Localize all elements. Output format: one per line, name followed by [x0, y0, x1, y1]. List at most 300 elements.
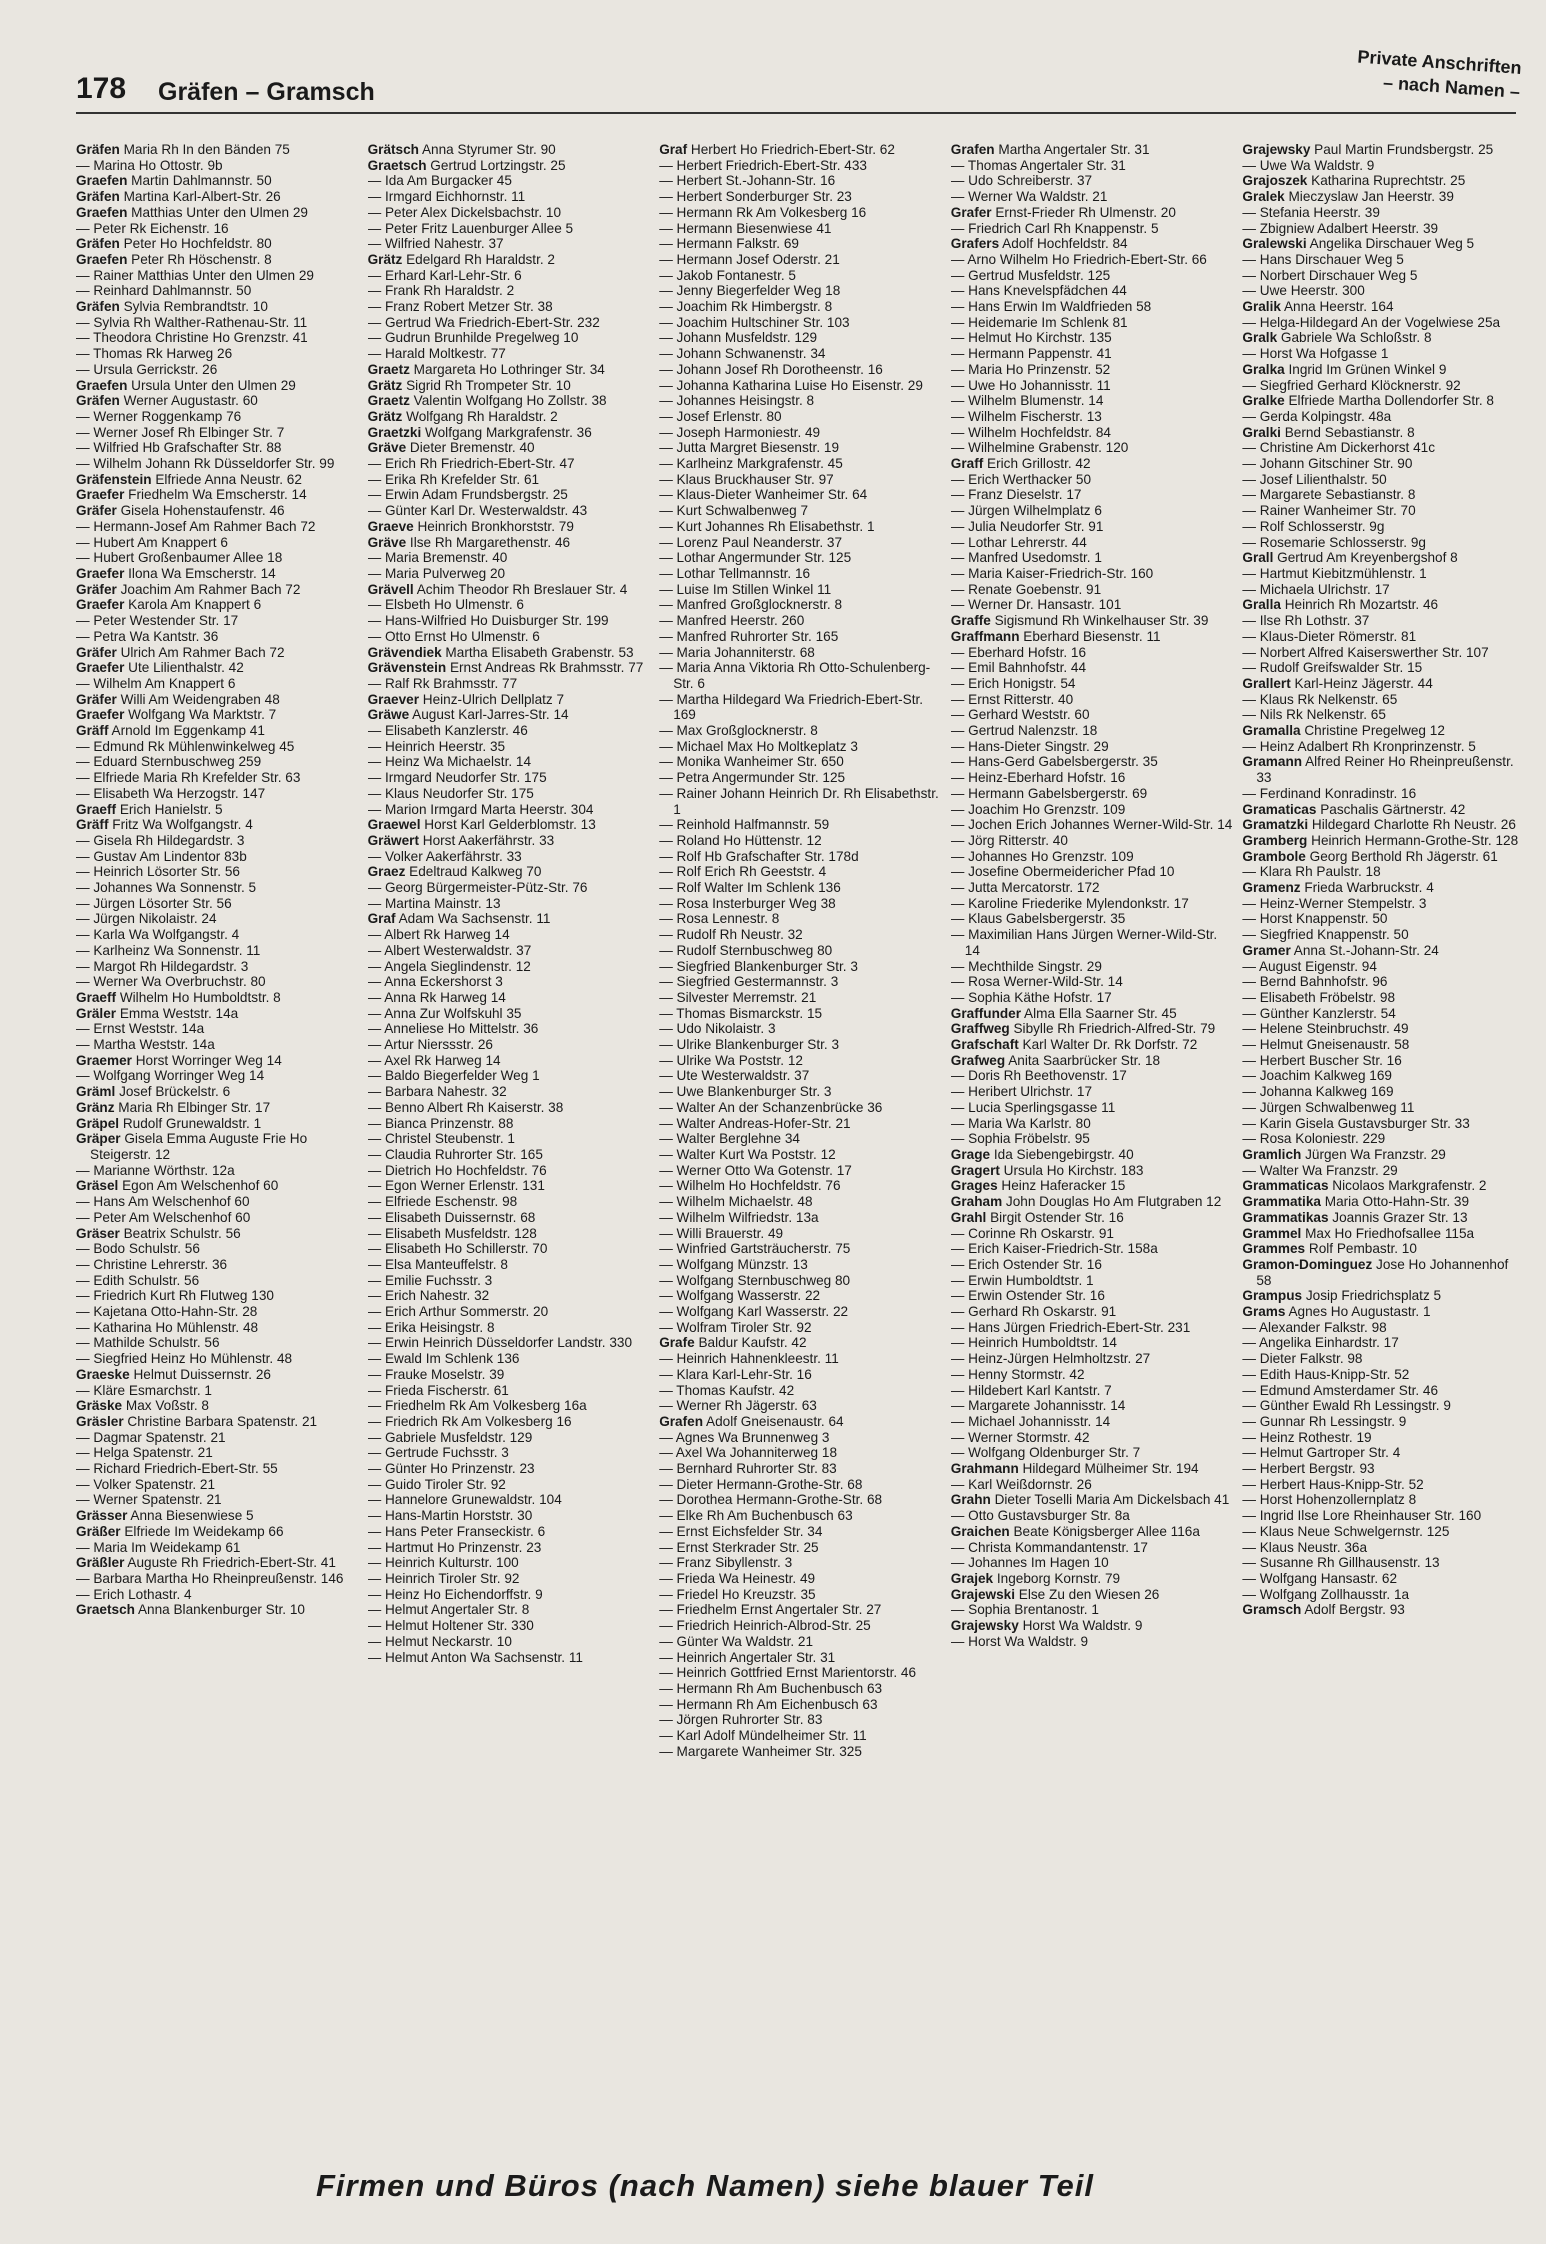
page-number: 178 [76, 72, 127, 105]
directory-entry: Grafweg Anita Saarbrücker Str. 18 [950, 1052, 1161, 1068]
directory-entry: — Zbigniew Adalbert Heerstr. 39 [1242, 220, 1439, 236]
directory-entry: — Jürgen Nikolaistr. 24 [76, 911, 217, 927]
directory-entry: — Franz Dieselstr. 17 [950, 487, 1082, 503]
directory-entry: — Günther Ewald Rh Lessingstr. 9 [1242, 1398, 1451, 1414]
directory-entry: Grafschaft Karl Walter Dr. Rk Dorfstr. 72 [950, 1037, 1198, 1053]
directory-entry: — Elisabeth Ho Schillerstr. 70 [367, 1241, 548, 1257]
directory-entry: — Jochen Erich Johannes Werner-Wild-Str. 14 [950, 817, 1233, 833]
directory-columns [76, 142, 1526, 2152]
directory-entry: — Erika Heisingstr. 8 [367, 1319, 495, 1335]
directory-entry: — Anna Eckershorst 3 [367, 974, 503, 990]
directory-entry: — Baldo Biegerfelder Weg 1 [367, 1068, 540, 1084]
directory-entry: — Wilhelm Johann Rk Düsseldorfer Str. 99 [76, 456, 335, 472]
directory-entry: — Maria Wa Karlstr. 80 [950, 1115, 1091, 1131]
directory-entry: — Elisabeth Musfeldstr. 128 [367, 1225, 537, 1241]
directory-entry: — Gertrude Fuchsstr. 3 [367, 1445, 509, 1461]
directory-entry: — Bernd Bahnhofstr. 96 [1242, 974, 1388, 990]
directory-entry: — Heinrich Heerstr. 35 [367, 738, 506, 754]
directory-entry: Grajewski Else Zu den Wiesen 26 [950, 1586, 1160, 1602]
directory-entry: — Hans-Gerd Gabelsbergerstr. 35 [950, 754, 1158, 770]
directory-entry: — Susanne Rh Gillhausenstr. 13 [1242, 1555, 1440, 1571]
directory-entry: — Gertrud Nalenzstr. 18 [950, 723, 1098, 739]
directory-entry: — Werner Wa Waldstr. 21 [950, 189, 1108, 205]
directory-entry: Gramberg Heinrich Hermann-Grothe-Str. 128 [1242, 832, 1519, 848]
directory-entry: — Walter An der Schanzenbrücke 36 [659, 1099, 883, 1115]
directory-entry: — Sophia Brentanostr. 1 [950, 1602, 1099, 1618]
directory-entry: — Josefine Obermeidericher Pfad 10 [950, 864, 1175, 880]
directory-entry: — Peter Am Welschenhof 60 [76, 1209, 251, 1225]
directory-entry: Grammatikas Joannis Grazer Str. 13 [1242, 1209, 1468, 1225]
directory-entry: — Gunnar Rh Lessingstr. 9 [1242, 1413, 1407, 1429]
directory-entry: — Siegfried Knappenstr. 50 [1242, 927, 1409, 943]
directory-entry: — Corinne Rh Oskarstr. 91 [950, 1225, 1114, 1241]
directory-entry: — Karin Gisela Gustavsburger Str. 33 [1242, 1115, 1470, 1131]
directory-entry: — Christine Lehrerstr. 36 [76, 1256, 228, 1272]
directory-entry: Gramon-Dominguez Jose Ho Johannenhof 58 [1242, 1256, 1509, 1288]
directory-entry: — Elisabeth Duissernstr. 68 [367, 1209, 536, 1225]
directory-entry: — Josef Erlenstr. 80 [659, 408, 782, 424]
directory-entry: — Martha Hildegard Wa Friedrich-Ebert-Str. 169 [659, 691, 924, 723]
directory-entry: Gralki Bernd Sebastianstr. 8 [1242, 424, 1415, 440]
directory-entry: Grafen Adolf Gneisenaustr. 64 [659, 1413, 844, 1429]
directory-entry: Gräfen Sylvia Rembrandtstr. 10 [76, 299, 268, 315]
directory-entry: — Karl Adolf Mündelheimer Str. 11 [659, 1728, 867, 1744]
directory-entry: — Thomas Kaufstr. 42 [659, 1382, 795, 1398]
directory-entry: — Erwin Humboldtstr. 1 [950, 1272, 1094, 1288]
directory-entry: — Rosa Werner-Wild-Str. 14 [950, 974, 1123, 990]
directory-entry: — Katharina Ho Mühlenstr. 48 [76, 1319, 259, 1335]
directory-entry: — Maria Pulverweg 20 [367, 565, 506, 581]
directory-entry: — Doris Rh Beethovenstr. 17 [950, 1068, 1127, 1084]
directory-entry: — Ernst Ritterstr. 40 [950, 691, 1074, 707]
directory-entry: — Richard Friedrich-Ebert-Str. 55 [76, 1461, 278, 1477]
directory-entry: Gräler Emma Weststr. 14a [76, 1005, 239, 1021]
directory-entry: Gramsch Adolf Bergstr. 93 [1242, 1602, 1405, 1618]
directory-entry: — Sylvia Rh Walther-Rathenau-Str. 11 [76, 314, 308, 330]
footer-note: Firmen und Büros (nach Namen) siehe blauer Teil [316, 2168, 1094, 2203]
directory-entry: — Klaus Bruckhauser Str. 97 [659, 471, 834, 487]
directory-entry: — Manfred Ruhrorter Str. 165 [659, 628, 839, 644]
directory-entry: Grässer Anna Biesenwiese 5 [76, 1508, 254, 1524]
directory-entry: — Mathilde Schulstr. 56 [76, 1335, 220, 1351]
directory-entry: — Heribert Ulrichstr. 17 [950, 1084, 1093, 1100]
directory-entry: Gräfen Werner Augustastr. 60 [76, 393, 258, 409]
directory-entry: Grammes Rolf Pembastr. 10 [1242, 1241, 1417, 1257]
directory-entry: — Heinz Rothestr. 19 [1242, 1429, 1372, 1445]
directory-entry: Grahl Birgit Ostender Str. 16 [950, 1209, 1124, 1225]
directory-entry: — Johannes Wa Sonnenstr. 5 [76, 880, 257, 896]
directory-entry: Grajoszek Katharina Ruprechtstr. 25 [1242, 173, 1466, 189]
directory-entry: Graff Erich Grillostr. 42 [950, 456, 1091, 472]
directory-entry: — Emilie Fuchsstr. 3 [367, 1272, 493, 1288]
directory-entry: — Petra Wa Kantstr. 36 [76, 628, 219, 644]
directory-entry: — Mechthilde Singstr. 29 [950, 958, 1102, 974]
directory-entry: — Heinrich Lösorter Str. 56 [76, 864, 240, 880]
directory-entry: Gralek Mieczyslaw Jan Heerstr. 39 [1242, 189, 1454, 205]
directory-entry: — Hermann Rk Am Volkesberg 16 [659, 204, 867, 220]
directory-entry: — Egon Werner Erlenstr. 131 [367, 1178, 545, 1194]
directory-entry: — Gabriele Musfeldstr. 129 [367, 1429, 533, 1445]
directory-entry: — Rosa Insterburger Weg 38 [659, 895, 836, 911]
directory-entry: — Friedrich Carl Rh Knappenstr. 5 [950, 220, 1159, 236]
directory-entry: — Helmut Angertaler Str. 8 [367, 1602, 530, 1618]
directory-entry: — Johanna Kalkweg 169 [1242, 1084, 1394, 1100]
directory-entry: Gränz Maria Rh Elbinger Str. 17 [76, 1099, 271, 1115]
directory-entry: Grafen Martha Angertaler Str. 31 [950, 142, 1150, 157]
directory-entry: — Ute Westerwaldstr. 37 [659, 1068, 810, 1084]
directory-entry: Grajewsky Horst Wa Waldstr. 9 [950, 1618, 1143, 1634]
directory-entry: Graefen Peter Rh Höschenstr. 8 [76, 251, 272, 267]
directory-entry: — Dieter Falkstr. 98 [1242, 1351, 1363, 1367]
directory-entry: — Horst Wa Waldstr. 9 [950, 1633, 1088, 1649]
directory-entry: — Hubert Großenbaumer Allee 18 [76, 550, 283, 566]
directory-entry: — Manfred Heerstr. 260 [659, 613, 805, 629]
directory-entry: Gramaticas Paschalis Gärtnerstr. 42 [1242, 801, 1466, 817]
directory-entry: — Rudolf Sternbuschweg 80 [659, 942, 833, 958]
directory-entry: Graefen Matthias Unter den Ulmen 29 [76, 204, 308, 220]
directory-entry: Gragert Ursula Ho Kirchstr. 183 [950, 1162, 1144, 1178]
directory-entry: — Rosemarie Schlosserstr. 9g [1242, 534, 1426, 550]
directory-entry: — Helga-Hildegard An der Vogelwiese 25a [1242, 314, 1501, 330]
directory-entry: — Gerhard Weststr. 60 [950, 707, 1090, 723]
directory-entry: — Artur Nierssstr. 26 [367, 1037, 493, 1053]
directory-entry: — Rainer Matthias Unter den Ulmen 29 [76, 267, 314, 283]
directory-entry: — Jörgen Ruhrorter Str. 83 [659, 1712, 823, 1728]
directory-entry: — Heinz-Eberhard Hofstr. 16 [950, 770, 1126, 786]
directory-entry: — Wilhelm Michaelstr. 48 [659, 1194, 813, 1210]
directory-entry: Gralke Elfriede Martha Dollendorfer Str. 8 [1242, 393, 1494, 409]
directory-entry: Gräwe August Karl-Jarres-Str. 14 [367, 707, 569, 723]
directory-entry: — Renate Goebenstr. 91 [950, 581, 1102, 597]
directory-entry: Gräfen Martina Karl-Albert-Str. 26 [76, 189, 281, 205]
directory-entry: — Elke Rh Am Buchenbusch 63 [659, 1508, 853, 1524]
directory-entry: Grävendiek Martha Elisabeth Grabenstr. 53 [367, 644, 634, 660]
directory-entry: — Volker Aakerfährstr. 33 [367, 848, 522, 864]
directory-entry: — Frieda Wa Heinestr. 49 [659, 1570, 816, 1586]
directory-entry: Graf Herbert Ho Friedrich-Ebert-Str. 62 [659, 142, 895, 157]
directory-entry: Gräve Ilse Rh Margarethenstr. 46 [367, 534, 571, 550]
directory-entry: — Christel Steubenstr. 1 [367, 1131, 515, 1147]
directory-entry: — Frank Rh Haraldstr. 2 [367, 283, 515, 299]
directory-entry: Gräser Beatrix Schulstr. 56 [76, 1225, 241, 1241]
directory-entry: — Martha Weststr. 14a [76, 1037, 215, 1053]
directory-entry: — Werner Stormstr. 42 [950, 1429, 1090, 1445]
directory-entry: — Hans-Martin Horststr. 30 [367, 1508, 533, 1524]
directory-entry: — Sophia Fröbelstr. 95 [950, 1131, 1090, 1147]
directory-entry: — Bodo Schulstr. 56 [76, 1241, 200, 1257]
directory-entry: Gramalla Christine Pregelweg 12 [1242, 723, 1445, 739]
directory-entry: Gräfen Peter Ho Hochfeldstr. 80 [76, 236, 272, 252]
directory-entry: — Peter Fritz Lauenburger Allee 5 [367, 220, 574, 236]
directory-entry: — Wolfgang Wasserstr. 22 [659, 1288, 821, 1304]
directory-entry: — Lothar Lehrerstr. 44 [950, 534, 1087, 550]
directory-entry: — Joachim Hultschiner Str. 103 [659, 314, 850, 330]
directory-entry: — Heinz-Werner Stempelstr. 3 [1242, 895, 1427, 911]
directory-entry: — Elsa Manteuffelstr. 8 [367, 1256, 508, 1272]
directory-entry: — Peter Alex Dickelsbachstr. 10 [367, 204, 562, 220]
directory-entry: — Rudolf Greifswalder Str. 15 [1242, 660, 1423, 676]
directory-entry: — Erich Honigstr. 54 [950, 675, 1076, 691]
directory-entry: — Agnes Wa Brunnenweg 3 [659, 1429, 830, 1445]
directory-entry: — Marion Irmgard Marta Heerstr. 304 [367, 801, 594, 817]
directory-entry: — Lothar Angermunder Str. 125 [659, 550, 852, 566]
directory-entry: — Karla Wa Wolfgangstr. 4 [76, 927, 240, 943]
directory-entry: — Martina Mainstr. 13 [367, 895, 501, 911]
directory-entry: Grambole Georg Berthold Rh Jägerstr. 61 [1242, 848, 1498, 864]
directory-entry: — Werner Wa Overbruchstr. 80 [76, 974, 266, 990]
directory-entry: — Kurt Johannes Rh Elisabethstr. 1 [659, 518, 875, 534]
directory-entry: Gräml Josef Brückelstr. 6 [76, 1084, 231, 1100]
directory-entry: Grajewsky Paul Martin Frundsbergstr. 25 [1242, 142, 1494, 157]
directory-entry: — Horst Wa Hofgasse 1 [1242, 346, 1389, 362]
directory-entry: — Albert Rk Harweg 14 [367, 927, 510, 943]
directory-entry: — Hildebert Karl Kantstr. 7 [950, 1382, 1112, 1398]
directory-entry: Graefen Ursula Unter den Ulmen 29 [76, 377, 296, 393]
directory-entry: Graeff Wilhelm Ho Humboldtstr. 8 [76, 989, 281, 1005]
directory-entry: — Monika Wanheimer Str. 650 [659, 754, 844, 770]
directory-entry: — Christine Am Dickerhorst 41c [1242, 440, 1436, 456]
directory-entry: Gralk Gabriele Wa Schloßstr. 8 [1242, 330, 1432, 346]
directory-entry: Gräfer Ulrich Am Rahmer Bach 72 [76, 644, 285, 660]
directory-entry: — Angela Sieglindenstr. 12 [367, 958, 531, 974]
directory-entry: Grafer Ernst-Frieder Rh Ulmenstr. 20 [950, 204, 1176, 220]
directory-entry: — Jutta Margret Biesenstr. 19 [659, 440, 840, 456]
directory-entry: Grammel Max Ho Friedhofsallee 115a [1242, 1225, 1475, 1241]
directory-entry: — August Eigenstr. 94 [1242, 958, 1377, 974]
directory-entry: — Jenny Biegerfelder Weg 18 [659, 283, 841, 299]
directory-entry: — Margarete Sebastianstr. 8 [1242, 487, 1416, 503]
directory-entry: Graeff Erich Hanielstr. 5 [76, 801, 223, 817]
directory-entry: — Heinrich Hahnenkleestr. 11 [659, 1351, 839, 1367]
directory-entry: — Klaus Gabelsbergerstr. 35 [950, 911, 1126, 927]
directory-entry: — Peter Westender Str. 17 [76, 613, 239, 629]
directory-entry: — Wolfgang Zollhausstr. 1a [1242, 1586, 1410, 1602]
directory-entry: Graetz Margareta Ho Lothringer Str. 34 [367, 361, 605, 377]
directory-entry: — Lorenz Paul Neanderstr. 37 [659, 534, 843, 550]
column-3 [659, 142, 943, 2152]
directory-entry: — Hans Am Welschenhof 60 [76, 1194, 250, 1210]
directory-entry: — Kajetana Otto-Hahn-Str. 28 [76, 1304, 258, 1320]
directory-entry: — Irmgard Neudorfer Str. 175 [367, 770, 547, 786]
directory-entry: Graewel Horst Karl Gelderblomstr. 13 [367, 817, 596, 833]
directory-entry: Graefer Wolfgang Wa Marktstr. 7 [76, 707, 277, 723]
directory-entry: — Joseph Harmoniestr. 49 [659, 424, 821, 440]
directory-entry: — Margot Rh Hildegardstr. 3 [76, 958, 249, 974]
directory-entry: — Ursula Gerrickstr. 26 [76, 361, 218, 377]
directory-entry: — Günter Wa Waldstr. 21 [659, 1633, 814, 1649]
directory-entry: — Jakob Fontanestr. 5 [659, 267, 796, 283]
directory-entry: — Helmut Gneisenaustr. 58 [1242, 1037, 1410, 1053]
directory-entry: — Werner Otto Wa Gotenstr. 17 [659, 1162, 852, 1178]
directory-entry: — Dieter Hermann-Grothe-Str. 68 [659, 1476, 863, 1492]
directory-entry: — Marianne Wörthstr. 12a [76, 1162, 235, 1178]
directory-entry: — Erich Lothastr. 4 [76, 1586, 192, 1602]
directory-entry: — Maximilian Hans Jürgen Werner-Wild-Str. 14 [950, 927, 1218, 958]
directory-entry: — Klara Rh Paulstr. 18 [1242, 864, 1381, 880]
directory-entry: — Rudolf Rh Neustr. 32 [659, 927, 803, 943]
directory-entry: — Michael Max Ho Moltkeplatz 3 [659, 738, 858, 754]
directory-entry: — Elisabeth Fröbelstr. 98 [1242, 989, 1395, 1005]
directory-entry: — Anneliese Ho Mittelstr. 36 [367, 1021, 539, 1037]
directory-entry: — Gisela Rh Hildegardstr. 3 [76, 832, 245, 848]
directory-entry: — Karlheinz Wa Sonnenstr. 11 [76, 942, 261, 958]
directory-entry: — Karoline Friederike Mylendonkstr. 17 [950, 895, 1189, 911]
directory-entry: — Werner Dr. Hansastr. 101 [950, 597, 1122, 613]
directory-entry: — Gerda Kolpingstr. 48a [1242, 408, 1392, 424]
directory-entry: — Klaus Rk Nelkenstr. 65 [1242, 691, 1398, 707]
directory-entry: — Maria Bremenstr. 40 [367, 550, 508, 566]
directory-entry: Gralik Anna Heerstr. 164 [1242, 299, 1394, 315]
directory-entry: — Rainer Johann Heinrich Dr. Rh Elisabethstr. 1 [659, 785, 939, 817]
directory-entry: — Jutta Mercatorstr. 172 [950, 880, 1100, 896]
directory-entry: — Elfriede Maria Rh Krefelder Str. 63 [76, 770, 301, 786]
directory-entry: Gräfer Joachim Am Rahmer Bach 72 [76, 581, 301, 597]
directory-entry: — Peter Rk Eichenstr. 16 [76, 220, 229, 236]
directory-entry: — Friedrich Rk Am Volkesberg 16 [367, 1413, 572, 1429]
directory-entry: Grams Agnes Ho Augustastr. 1 [1242, 1304, 1431, 1320]
directory-entry: — Maria Johanniterstr. 68 [659, 644, 815, 660]
directory-entry: — Albert Westerwaldstr. 37 [367, 942, 532, 958]
directory-entry: Gräff Arnold Im Eggenkamp 41 [76, 723, 265, 739]
directory-entry: — Wilhelm Am Knappert 6 [76, 675, 236, 691]
directory-entry: — Hartmut Ho Prinzenstr. 23 [367, 1539, 542, 1555]
directory-entry: Grätz Wolfgang Rh Haraldstr. 2 [367, 408, 558, 424]
directory-entry: — Maria Anna Viktoria Rh Otto-Schulenberg-Str. 6 [659, 660, 931, 691]
directory-entry: Gralla Heinrich Rh Mozartstr. 46 [1242, 597, 1439, 613]
directory-entry: — Wilhelm Fischerstr. 13 [950, 408, 1102, 424]
directory-entry: Graefer Ute Lilienthalstr. 42 [76, 660, 244, 676]
directory-entry: — Werner Rh Jägerstr. 63 [659, 1398, 817, 1414]
directory-entry: — Herbert Friedrich-Ebert-Str. 433 [659, 157, 867, 173]
column-5 [1242, 142, 1526, 2152]
directory-entry: Graffe Sigismund Rh Winkelhauser Str. 39 [950, 613, 1209, 629]
directory-entry: — Wolfgang Karl Wasserstr. 22 [659, 1304, 849, 1320]
directory-entry: — Günther Kanzlerstr. 54 [1242, 1005, 1396, 1021]
directory-entry: Graez Edeltraud Kalkweg 70 [367, 864, 542, 880]
directory-entry: Grage Ida Siebengebirgstr. 40 [950, 1147, 1134, 1162]
directory-entry: — Joachim Kalkweg 169 [1242, 1068, 1392, 1084]
directory-entry: — Edmund Rk Mühlenwinkelweg 45 [76, 738, 295, 754]
directory-entry: — Arno Wilhelm Ho Friedrich-Ebert-Str. 66 [950, 251, 1207, 267]
directory-entry: — Thomas Angertaler Str. 31 [950, 157, 1126, 173]
directory-entry: — Heinrich Kulturstr. 100 [367, 1555, 519, 1571]
directory-entry: — Manfred Usedomstr. 1 [950, 550, 1102, 566]
directory-entry: — Johann Musfeldstr. 129 [659, 330, 818, 346]
directory-entry: — Johanna Katharina Luise Ho Eisenstr. 29 [659, 377, 923, 393]
section-label-line1: Private Anschriften [1356, 46, 1522, 78]
directory-entry: — Willi Brauerstr. 49 [659, 1225, 784, 1241]
directory-entry: — Hans Dirschauer Weg 5 [1242, 251, 1404, 267]
directory-entry: — Helmut Gartroper Str. 4 [1242, 1445, 1401, 1461]
directory-entry: — Ulrike Wa Poststr. 12 [659, 1052, 803, 1068]
directory-entry: Grallert Karl-Heinz Jägerstr. 44 [1242, 675, 1433, 691]
directory-entry: Graf Adam Wa Sachsenstr. 11 [367, 911, 551, 927]
directory-entry: — Friedrich Kurt Rh Flutweg 130 [76, 1288, 274, 1304]
directory-entry: — Horst Knappenstr. 50 [1242, 911, 1388, 927]
directory-entry: — Heinrich Tiroler Str. 92 [367, 1570, 520, 1586]
directory-entry: — Hermann Gabelsbergerstr. 69 [950, 785, 1148, 801]
directory-entry: — Klaus Neudorfer Str. 175 [367, 785, 534, 801]
directory-entry: — Erwin Adam Frundsbergstr. 25 [367, 487, 568, 503]
directory-entry: — Herbert Buscher Str. 16 [1242, 1052, 1402, 1068]
directory-entry: — Wilhelmine Grabenstr. 120 [950, 440, 1129, 456]
directory-entry: Graefen Martin Dahlmannstr. 50 [76, 173, 272, 189]
directory-entry: — Erich Ostender Str. 16 [950, 1256, 1102, 1272]
directory-entry: — Hans Knevelspfädchen 44 [950, 283, 1127, 299]
directory-entry: — Johann Josef Rh Dorotheenstr. 16 [659, 361, 883, 377]
directory-entry: — Wolfgang Sternbuschweg 80 [659, 1272, 851, 1288]
directory-entry: — Margarete Wanheimer Str. 325 [659, 1743, 862, 1759]
directory-entry: — Hans Erwin Im Waldfrieden 58 [950, 299, 1152, 315]
directory-entry: — Kläre Esmarchstr. 1 [76, 1382, 212, 1398]
directory-entry: Gralewski Angelika Dirschauer Weg 5 [1242, 236, 1475, 252]
directory-entry: — Johannes Ho Grenzstr. 109 [950, 848, 1134, 864]
directory-entry: — Heidemarie Im Schlenk 81 [950, 314, 1128, 330]
directory-entry: — Rolf Walter Im Schlenk 136 [659, 880, 841, 896]
directory-entry: — Wolfgang Oldenburger Str. 7 [950, 1445, 1141, 1461]
directory-entry: — Theodora Christine Ho Grenzstr. 41 [76, 330, 308, 346]
directory-entry: — Rosa Lennestr. 8 [659, 911, 780, 927]
directory-entry: Graeve Heinrich Bronkhorststr. 79 [367, 518, 574, 534]
directory-entry: — Helene Steinbruchstr. 49 [1242, 1021, 1409, 1037]
directory-entry: Grampus Josip Friedrichsplatz 5 [1242, 1288, 1442, 1304]
directory-entry: — Reinhard Dahlmannstr. 50 [76, 283, 252, 299]
directory-entry: Grafe Baldur Kaufstr. 42 [659, 1335, 807, 1351]
directory-entry: Graetz Valentin Wolfgang Ho Zollstr. 38 [367, 393, 607, 409]
directory-entry: — Wilhelm Ho Hochfeldstr. 76 [659, 1178, 841, 1194]
directory-entry: Grahmann Hildegard Mülheimer Str. 194 [950, 1461, 1199, 1477]
directory-entry: Graeske Helmut Duissernstr. 26 [76, 1366, 271, 1382]
directory-entry: — Alexander Falkstr. 98 [1242, 1319, 1387, 1335]
directory-entry: — Klaus Neue Schwelgernstr. 125 [1242, 1523, 1450, 1539]
column-1 [76, 142, 360, 2152]
directory-entry: — Hubert Am Knappert 6 [76, 534, 228, 550]
directory-entry: — Manfred Großglocknerstr. 8 [659, 597, 843, 613]
directory-entry: Grahn Dieter Toselli Maria Am Dickelsbach 41 [950, 1492, 1230, 1508]
directory-entry: — Friedhelm Rk Am Volkesberg 16a [367, 1398, 587, 1414]
directory-entry: — Ernst Eichsfelder Str. 34 [659, 1523, 823, 1539]
directory-entry: Gräpel Rudolf Grunewaldstr. 1 [76, 1115, 262, 1131]
directory-entry: — Georg Bürgermeister-Pütz-Str. 76 [367, 880, 588, 896]
directory-entry: — Johann Gitschiner Str. 90 [1242, 456, 1413, 472]
directory-entry: — Hermann Rh Am Eichenbusch 63 [659, 1696, 878, 1712]
directory-entry: — Elfriede Eschenstr. 98 [367, 1194, 518, 1210]
directory-entry: — Wolfgang Münzstr. 13 [659, 1256, 808, 1272]
directory-entry: Gräve Dieter Bremenstr. 40 [367, 440, 535, 456]
directory-entry: — Horst Hohenzollernplatz 8 [1242, 1492, 1417, 1508]
directory-entry: — Hannelore Grunewaldstr. 104 [367, 1492, 562, 1508]
directory-entry: Grammatika Maria Otto-Hahn-Str. 39 [1242, 1194, 1470, 1210]
directory-entry: — Bernhard Ruhrorter Str. 83 [659, 1461, 837, 1477]
directory-entry: — Christa Kommandantenstr. 17 [950, 1539, 1148, 1555]
directory-entry: — Max Großglocknerstr. 8 [659, 723, 818, 739]
directory-entry: — Lothar Tellmannstr. 16 [659, 565, 811, 581]
directory-entry: — Axel Rk Harweg 14 [367, 1052, 501, 1068]
directory-entry: — Günter Ho Prinzenstr. 23 [367, 1461, 535, 1477]
directory-entry: Grätsch Anna Styrumer Str. 90 [367, 142, 556, 157]
directory-entry: — Hermann Biesenwiese 41 [659, 220, 832, 236]
directory-entry: — Heinz Ho Eichendorffstr. 9 [367, 1586, 543, 1602]
directory-entry: — Ewald Im Schlenk 136 [367, 1351, 520, 1367]
directory-entry: — Elsbeth Ho Ulmenstr. 6 [367, 597, 524, 613]
directory-entry: — Klaus Neustr. 36a [1242, 1539, 1368, 1555]
directory-entry: — Harald Moltkestr. 77 [367, 346, 506, 362]
directory-entry: — Herbert Sonderburger Str. 23 [659, 189, 852, 205]
directory-entry: Graetzki Wolfgang Markgrafenstr. 36 [367, 424, 592, 440]
directory-entry: — Wilfried Hb Grafschafter Str. 88 [76, 440, 282, 456]
directory-entry: — Volker Spatenstr. 21 [76, 1476, 216, 1492]
directory-entry: Gramlich Jürgen Wa Franzstr. 29 [1242, 1147, 1446, 1162]
